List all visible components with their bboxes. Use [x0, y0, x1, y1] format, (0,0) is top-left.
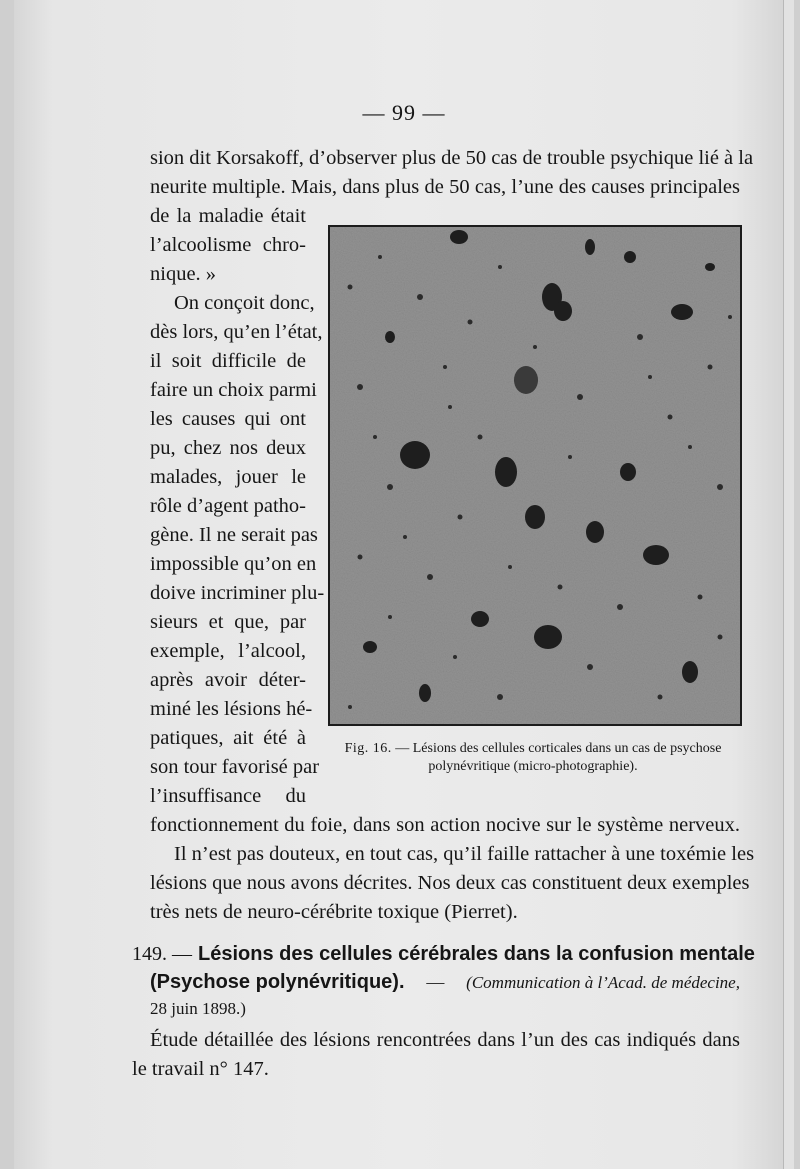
figure-caption-line1: — Lésions des cellules corticales dans un cas de psychose — [395, 741, 722, 756]
text-line: exemple, l’alcool, — [150, 640, 306, 662]
section-subtitle: (Psychose polynévritique). — [150, 971, 405, 993]
dash: — — [426, 972, 445, 992]
figure-caption — [328, 740, 738, 775]
text-line: l’insuffisance du — [150, 785, 306, 807]
text-line: le travail n° 147. — [132, 1058, 269, 1080]
page-edge — [783, 0, 794, 1169]
figure-caption-line2: polynévritique (micro-photographie). — [428, 758, 638, 774]
text-line: fonctionnement du foie, dans son action nocive sur le système nerveux. — [150, 814, 740, 836]
page-number: — 99 — — [362, 100, 446, 125]
text-line: il soit difficile de — [150, 350, 306, 372]
text-line: On conçoit donc, — [174, 292, 315, 314]
text-line: patiques, ait été à — [150, 727, 306, 749]
text-line: l’alcoolisme chro- — [150, 234, 306, 256]
book-page — [14, 0, 794, 1169]
section-title: Lésions des cellules cérébrales dans la confusion mentale — [198, 943, 755, 965]
figure-label: Fig. 16. — [344, 741, 392, 756]
micro-photograph-image — [330, 227, 740, 724]
text-line: lésions que nous avons décrites. Nos deux cas constituent deux exemples — [150, 872, 750, 894]
text-line: neurite multiple. Mais, dans plus de 50 cas, l’une des causes principales — [150, 176, 740, 198]
text-line: pu, chez nos deux — [150, 437, 306, 459]
text-line: sion dit Korsakoff, d’observer plus de 50 cas de trouble psychique lié à la — [150, 147, 754, 169]
text-line: malades, jouer le — [150, 466, 306, 488]
text-line: doive incriminer plu- — [150, 582, 325, 604]
text-line: rôle d’agent patho- — [150, 495, 306, 517]
text-line: après avoir déter- — [150, 669, 306, 691]
text-line: sieurs et que, par — [150, 611, 306, 633]
text-line: miné les lésions hé- — [150, 698, 313, 720]
text-line: nique. » — [150, 263, 217, 285]
section-heading — [132, 943, 755, 965]
text-line: les causes qui ont — [150, 408, 306, 430]
text-line: dès lors, qu’en l’état, — [150, 321, 323, 343]
text-line: très nets de neuro-cérébrite toxique (Pierret). — [150, 901, 518, 923]
text-line: impossible qu’on en — [150, 553, 317, 575]
section-number: 149. — — [132, 943, 192, 965]
text-line: de la maladie était — [150, 205, 306, 227]
section-heading-line2 — [150, 972, 740, 992]
section-date: 28 juin 1898.) — [150, 999, 246, 1018]
text-line: faire un choix parmi — [150, 379, 317, 401]
micro-photograph — [328, 225, 742, 726]
text-line: son tour favorisé par — [150, 756, 320, 778]
text-line: gène. Il ne serait pas — [150, 524, 318, 546]
text-line: Étude détaillée des lésions rencontrées dans l’un des cas indiqués dans — [150, 1029, 740, 1051]
text-line: Il n’est pas douteux, en tout cas, qu’il faille rattacher à une toxémie les — [174, 843, 755, 865]
section-reference: (Communication à l’Acad. de médecine, — [466, 973, 740, 992]
